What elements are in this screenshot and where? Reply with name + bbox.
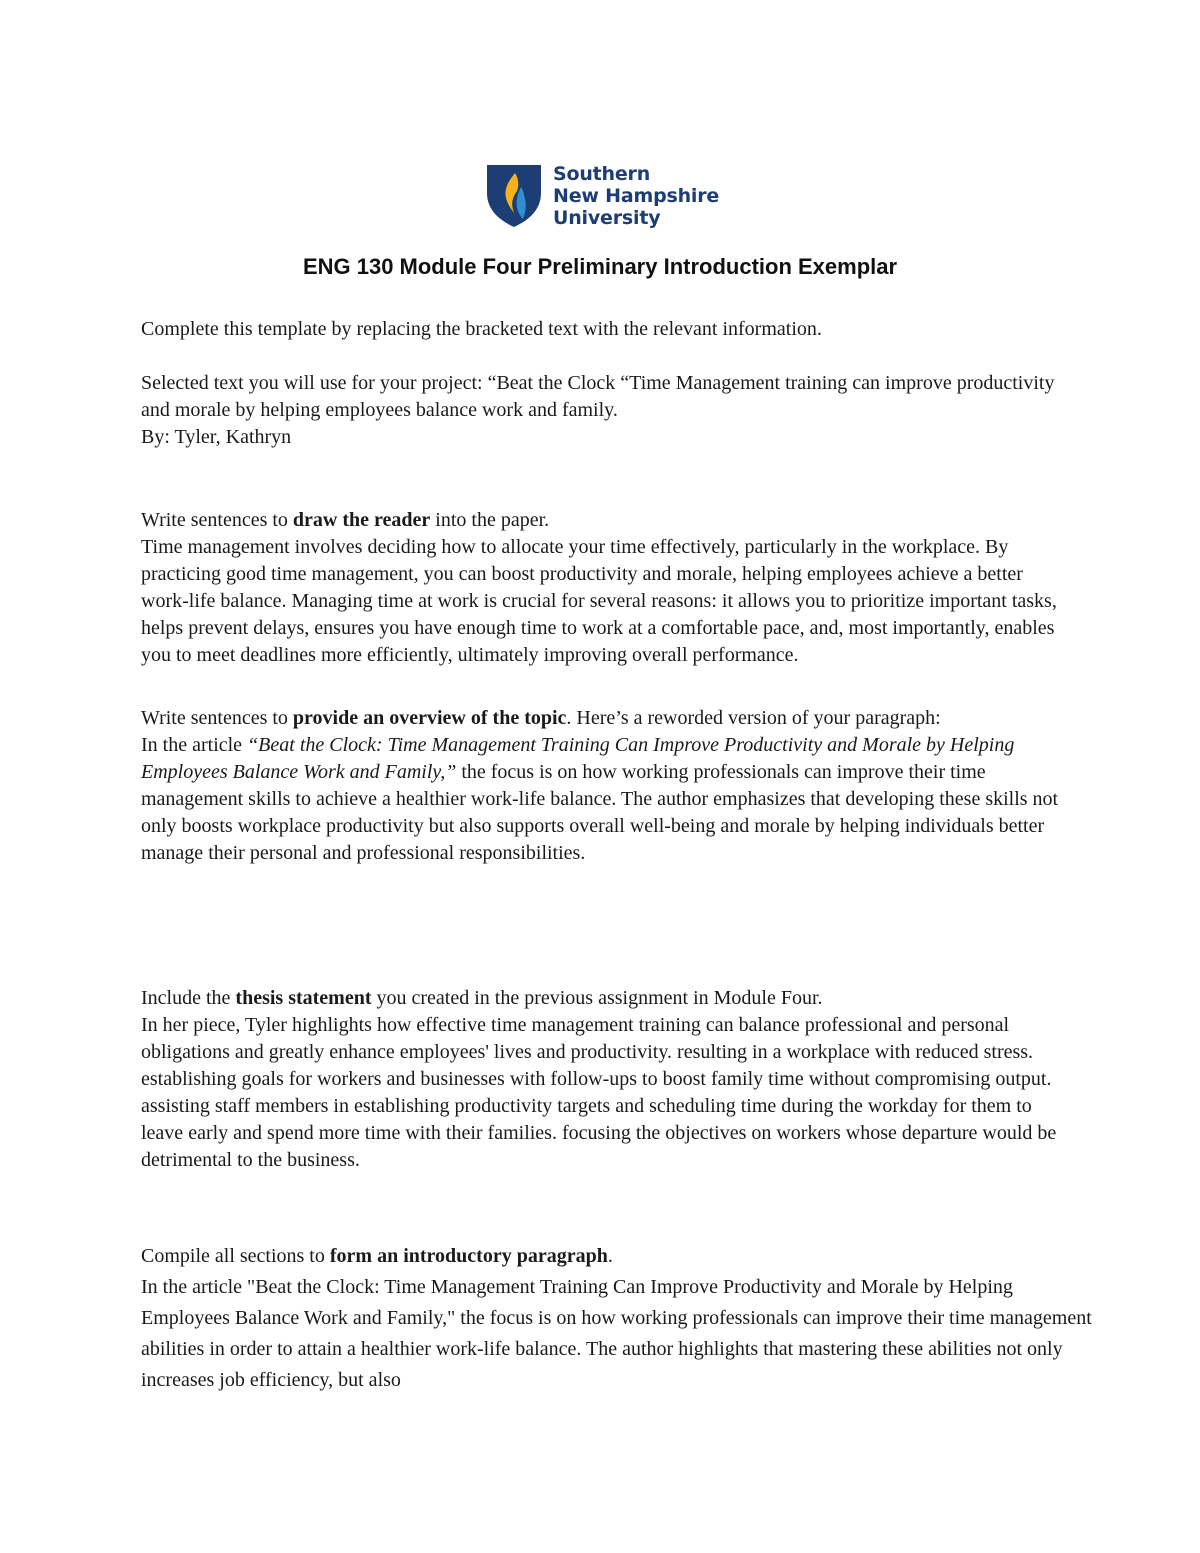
thesis-body: In her piece, Tyler highlights how effective time management training can balance professional and personal obligations and greatly enhance employees' lives and productivity. resulting in a workplace with reduced stress. establishing goals for workers and businesses with follow-ups to boost family time without compromising output. assisting staff members in establishing productivity targets and scheduling time during the workday for them to leave early and spend more time with their families. focusing the objectives on workers whose departure would be detrimental to the business. [141, 1014, 1057, 1171]
draw-reader-prompt: Write sentences to draw the reader into the paper. [141, 509, 550, 531]
instructions: Complete this template by replacing the bracketed text with the relevant information. [141, 318, 822, 340]
compile-prompt: Compile all sections to form an introductory paragraph. [141, 1245, 613, 1267]
selected-text-section [141, 370, 1071, 451]
selected-text: Selected text you will use for your project: “Beat the Clock “Time Management training can improve productivity and morale by helping employees balance work and family. [141, 372, 1055, 421]
logo-line-3: University [553, 207, 661, 229]
draw-reader-body: Time management involves deciding how to allocate your time effectively, particularly in the workplace. By practicing good time management, you can boost productivity and morale, helping employees achieve a better work-life balance. Managing time at work is crucial for several reasons: it allows you to prioritize important tasks, helps prevent delays, ensures you have enough time to work at a comfortable pace, and, most importantly, enables you to meet deadlines more efficiently, ultimately improving overall performance. [141, 536, 1057, 666]
selected-text-byline: By: Tyler, Kathryn [141, 426, 292, 448]
overview-section [141, 705, 1071, 867]
compile-body: In the article "Beat the Clock: Time Management Training Can Improve Productivity and Morale by Helping Employees Balance Work and Family," the focus is on how working professionals can improve their time management abilities in order to attain a healthier work-life balance. The author highlights that mastering these abilities not only increases job efficiency, but also [141, 1276, 1092, 1391]
overview-body: In the article “Beat the Clock: Time Management Training Can Improve Productivity and Morale by Helping Employees Balance Work and Family,” the focus is on how working professionals can improve their time management skills to achieve a healthier work-life balance. The author emphasizes that developing these skills not only boosts workplace productivity but also supports overall well-being and morale by helping individuals better manage their personal and professional responsibilities. [141, 734, 1059, 864]
university-logo [485, 163, 735, 233]
thesis-prompt: Include the thesis statement you created in the previous assignment in Module Four. [141, 987, 823, 1009]
university-wordmark [553, 163, 719, 229]
logo-line-1: Southern [553, 163, 651, 185]
document-title: ENG 130 Module Four Preliminary Introduction Exemplar [302, 254, 898, 279]
compile-section [141, 1241, 1101, 1396]
logo-line-2: New Hampshire [553, 185, 720, 207]
thesis-section [141, 985, 1071, 1174]
overview-prompt: Write sentences to provide an overview of the topic. Here’s a reworded version of your paragraph: [141, 707, 941, 729]
draw-reader-section [141, 507, 1071, 669]
shield-flame-icon [485, 163, 543, 229]
